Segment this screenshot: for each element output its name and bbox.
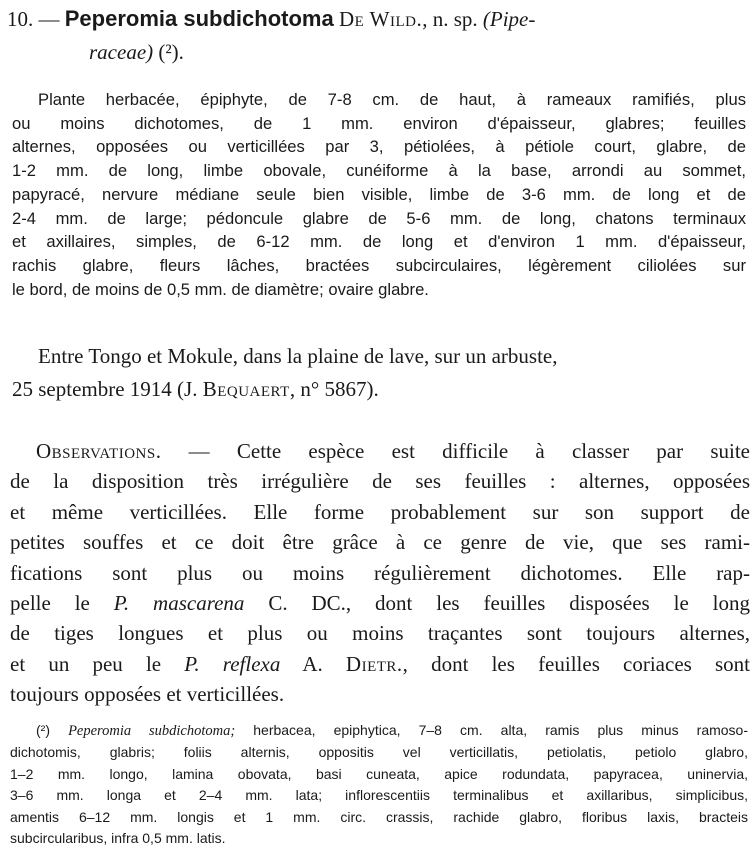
observations-line (10, 588, 750, 618)
collection-number: , n° 5867). (289, 377, 379, 401)
observations-text: , dont les feuilles coriaces sont (402, 651, 750, 676)
description-line: et axillaires, simples, de 6-12 mm. de long et d'environ 1 mm. d'épaisseur, (12, 232, 746, 252)
heading-line-1 (7, 2, 743, 36)
species-author: De Wild. (338, 7, 423, 31)
footnote-text: herbacea, epiphytica, 7–8 cm. alta, ramis plus minus ramoso- (235, 722, 749, 738)
observations-text: pelle le (10, 591, 114, 616)
footnote-reference: (²). (158, 40, 184, 64)
observations-line: fications sont plus ou moins régulièrement dichotomes. Elle rap- (10, 560, 750, 585)
species-reflexa: P. reflexa (184, 651, 281, 676)
locality-paragraph (12, 340, 750, 406)
family-name-start: (Pipe- (482, 7, 536, 31)
description-line: rachis glabre, fleurs lâches, bractées subcirculaires, légèrement ciliolées sur (12, 255, 746, 275)
species-name: Peperomia subdichotoma (64, 6, 334, 31)
description-line: le bord, de moins de 0,5 mm. de diamètre; ovaire glabre. (12, 279, 429, 299)
observations-line: de la disposition très irrégulière de ses feuilles : alternes, opposées (10, 469, 750, 494)
locality-line-1: Entre Tongo et Mokule, dans la plaine de lave, sur un arbuste, (38, 344, 558, 368)
collection-date: 25 septembre 1914 (J. (12, 377, 203, 401)
species-heading (7, 2, 743, 69)
observations-line (10, 649, 750, 679)
observations-line: et même verticillées. Elle forme probablement sur son support de (10, 499, 750, 524)
observations-line: toujours opposées et verticillées. (10, 682, 285, 707)
observations-label: Observations. (36, 439, 162, 463)
observations-line: petites souffes et ce doit être grâce à ce genre de vie, que ses rami- (10, 530, 750, 555)
species-number: 10. (7, 7, 34, 31)
footnote-line: amentis 6–12 mm. longis et 1 mm. circ. crassis, rachide glabro, floribus laxis, bracteis (10, 808, 748, 825)
observations-text: — Cette espèce est difficile à classer par suite (161, 439, 750, 463)
collector-name: Bequaert (202, 377, 290, 401)
observations-line: de tiges longues et plus ou moins traçantes sont toujours alternes, (10, 621, 750, 646)
observations-line (10, 436, 750, 466)
footnote-marker: (²) (36, 722, 50, 738)
description-line: alternes, opposées ou verticillées par 3, pétiolées, à pétiole court, glabre, de (12, 137, 746, 157)
description-line: 1-2 mm. de long, limbe obovale, cunéiforme à la base, arrondi au sommet, (12, 161, 746, 181)
observations-paragraph (10, 436, 750, 710)
observations-text: C. DC., dont les feuilles disposées le long (244, 591, 750, 616)
footnote-line: 3–6 mm. longa et 2–4 mm. lata; inflorescentiis terminalibus et axillaribus, simplicibus, (10, 787, 748, 804)
author-dietr: Dietr. (345, 651, 403, 676)
description-line: papyracé, nervure médiane seule bien visible, limbe de 3-6 mm. de long et de (12, 184, 746, 204)
observations-text: et un peu le (10, 651, 185, 676)
species-status: , n. sp. (422, 7, 478, 31)
description-line: ou moins dichotomes, de 1 mm. environ d'épaisseur, glabres; feuilles (12, 113, 746, 133)
heading-dash: — (38, 7, 60, 31)
locality-line-2 (12, 373, 750, 406)
footnote-line: 1–2 mm. longo, lamina obovata, basi cuneata, apice rodundata, papyracea, uninervia, (10, 765, 748, 782)
family-name-end: raceae) (89, 40, 154, 64)
description-line: Plante herbacée, épiphyte, de 7-8 cm. de haut, à rameaux ramifiés, plus (38, 90, 746, 109)
footnote-species: Peperomia subdichotoma; (68, 723, 236, 739)
footnote-line: subcircularibus, infra 0,5 mm. latis. (10, 830, 226, 847)
heading-line-2 (7, 36, 743, 69)
observations-text: A. (280, 651, 346, 676)
footnote-line: dichotomis, glabris; foliis alternis, oppositis vel verticillatis, petiolatis, petiolo glabro, (10, 744, 748, 761)
footnote-line (10, 720, 748, 742)
footnote (10, 720, 748, 849)
description-paragraph (12, 88, 746, 301)
species-mascarena: P. mascarena (113, 591, 245, 616)
description-line: 2-4 mm. de large; pédoncule glabre de 5-6 mm. de long, chatons terminaux (12, 208, 746, 228)
